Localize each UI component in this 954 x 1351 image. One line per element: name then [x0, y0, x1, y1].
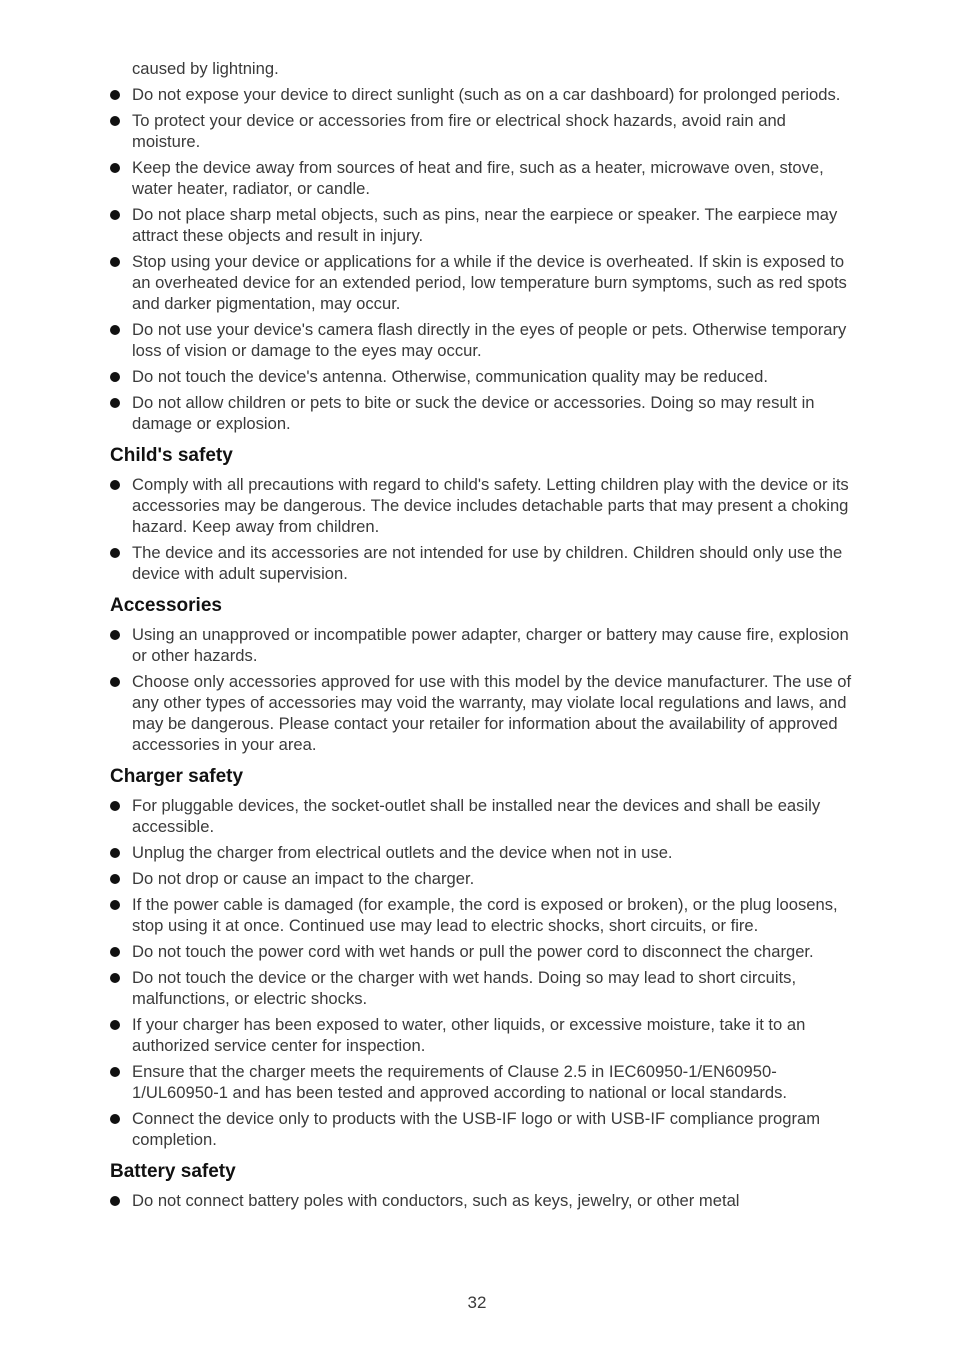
- accessories-list: [110, 624, 855, 755]
- page-content: [110, 58, 855, 1211]
- charger-safety-list: [110, 795, 855, 1150]
- list-item: Unplug the charger from electrical outlets and the device when not in use.: [110, 842, 855, 863]
- list-item: To protect your device or accessories from fire or electrical shock hazards, avoid rain and moisture.: [110, 110, 855, 152]
- continued-text: caused by lightning.: [132, 59, 279, 78]
- section-heading-charger-safety: Charger safety: [110, 766, 244, 787]
- list-item: If the power cable is damaged (for example, the cord is exposed or broken), or the plug loosens, stop using it at once. Continued use may lead to electric shocks, short circuits, or fire.: [110, 894, 855, 936]
- list-item: The device and its accessories are not intended for use by children. Children should only use the device with adult supervision.: [110, 542, 855, 584]
- list-item: Do not allow children or pets to bite or suck the device or accessories. Doing so may result in damage or explosion.: [110, 392, 855, 434]
- general-safety-list: [110, 84, 855, 434]
- list-item: Do not touch the device's antenna. Otherwise, communication quality may be reduced.: [110, 366, 855, 387]
- list-item: Keep the device away from sources of heat and fire, such as a heater, microwave oven, stove, water heater, radiator, or candle.: [110, 157, 855, 199]
- list-item: Do not expose your device to direct sunlight (such as on a car dashboard) for prolonged periods.: [110, 84, 855, 105]
- page-number: 32: [467, 1293, 487, 1312]
- list-item: Stop using your device or applications for a while if the device is overheated. If skin is exposed to an overheated device for an extended period, low temperature burn symptoms, such as red spots and darker pigmentation, may occur.: [110, 251, 855, 314]
- list-item: Connect the device only to products with the USB-IF logo or with USB-IF compliance program completion.: [110, 1108, 855, 1150]
- list-item: Do not drop or cause an impact to the charger.: [110, 868, 855, 889]
- childs-safety-list: [110, 474, 855, 584]
- section-heading-childs-safety: Child's safety: [110, 445, 233, 466]
- list-item: Do not connect battery poles with conductors, such as keys, jewelry, or other metal: [110, 1190, 855, 1211]
- list-item: Do not touch the device or the charger with wet hands. Doing so may lead to short circuits, malfunctions, or electric shocks.: [110, 967, 855, 1009]
- list-item: Do not place sharp metal objects, such as pins, near the earpiece or speaker. The earpiece may attract these objects and result in injury.: [110, 204, 855, 246]
- section-heading-battery-safety: Battery safety: [110, 1161, 236, 1182]
- list-item: Using an unapproved or incompatible power adapter, charger or battery may cause fire, explosion or other hazards.: [110, 624, 855, 666]
- list-item: Do not use your device's camera flash directly in the eyes of people or pets. Otherwise temporary loss of vision or damage to the eyes may occur.: [110, 319, 855, 361]
- list-item: Ensure that the charger meets the requirements of Clause 2.5 in IEC60950-1/EN60950-1/UL60950-1 and has been tested and approved according to national or local standards.: [110, 1061, 855, 1103]
- list-item: Choose only accessories approved for use with this model by the device manufacturer. The use of any other types of accessories may void the warranty, may violate local regulations and laws, and may be dangerous. Please contact your retailer for information about the availability of approved accessories in your area.: [110, 671, 855, 755]
- list-item: Do not touch the power cord with wet hands or pull the power cord to disconnect the charger.: [110, 941, 855, 962]
- section-heading-accessories: Accessories: [110, 595, 222, 616]
- battery-safety-list: [110, 1190, 855, 1211]
- list-item: Comply with all precautions with regard to child's safety. Letting children play with the device or its accessories may be dangerous. The device includes detachable parts that may present a choking hazard. Keep away from children.: [110, 474, 855, 537]
- list-item: For pluggable devices, the socket-outlet shall be installed near the devices and shall be easily accessible.: [110, 795, 855, 837]
- list-item: If your charger has been exposed to water, other liquids, or excessive moisture, take it to an authorized service center for inspection.: [110, 1014, 855, 1056]
